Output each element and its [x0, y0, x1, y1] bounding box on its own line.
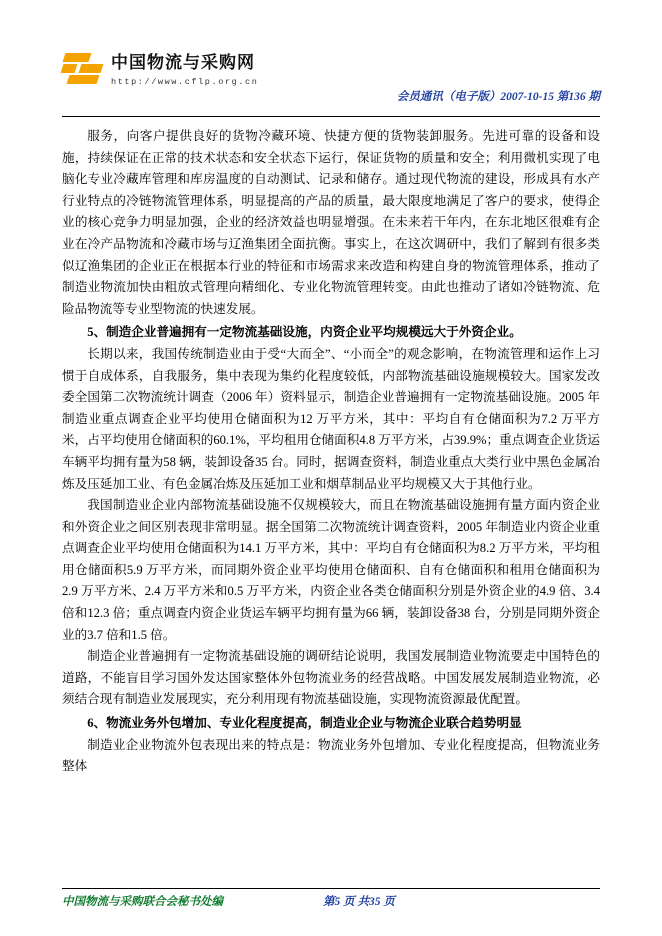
section-heading-6: 6、物流业务外包增加、专业化程度提高，制造业企业与物流企业联合趋势明显: [87, 716, 522, 731]
issue-line: 会员通讯（电子版）2007-10-15 第136 期: [396, 91, 600, 103]
page-number: 第5 页 共35 页: [323, 896, 395, 908]
logo-title: 中国物流与采购网: [111, 53, 255, 72]
footer-publisher: 中国物流与采购联合会秘书处编: [62, 896, 223, 908]
logo-text: [111, 52, 258, 87]
page-header: [62, 52, 600, 114]
section-heading-5: 5、制造企业普遍拥有一定物流基础设施，内资企业平均规模远大于外资企业。: [87, 325, 522, 340]
paragraph: 服务，向客户提供良好的货物冷藏环境、快捷方便的货物装卸服务。先进可靠的设备和设施，持续保证在正常的技术状态和安全状态下运行，保证货物的质量和安全；利用微机实现了电脑化专业冷藏库管理和库房温度的自动测试、记录和储存。通过现代物流的建设，形成具有水产行业特点的冷链物流管理体系，明显提高的产品的质量，最大限度地满足了客户的要求，使得企业的核心竞争力明显加强，企业的经济效益也明显增强。在未来若干年内，在东北地区很难有企业在冷产品物流和冷藏市场与辽渔集团全面抗衡。事实上，在这次调研中，我们了解到有很多类似辽渔集团的企业正在根据本行业的特征和市场需求来改造和构建自身的物流管理体系，推动了制造业物流加快由粗放式管理向精细化、专业化物流管理转变。由此也推动了诸如冷链物流、危险品物流等专业型物流的快速发展。: [62, 129, 600, 316]
footer-divider: [62, 888, 600, 889]
paragraph: 我国制造业企业内部物流基础设施不仅规模较大，而且在物流基础设施拥有量方面内资企业和外资企业之间区别表现非常明显。据全国第二次物流统计调查资料，2005 年制造业内资企业重点调查企业平均使用仓储面积为14.1 万平方米，其中：平均自有仓储面积为8.2 万平方米，平均租用仓储面积5.9 万平方米，而同期外资企业平均使用仓储面积、自有仓储面积和租用仓储面积为2.9 万平方米、2.4 万平方米和0.5 万平方米，内资企业各类仓储面积分别是外资企业的4.9 倍、3.4 倍和12.3 倍；重点调查内资企业货运车辆平均拥有量为66 辆，装卸设备38 台，分别是同期外资企业的3.7 倍和1.5 倍。: [62, 498, 600, 642]
logo-mark-icon: [62, 52, 104, 92]
paragraph: 制造业企业物流外包表现出来的特点是：物流业务外包增加、专业化程度提高，但物流业务整体: [62, 737, 600, 774]
page-footer: [62, 888, 600, 910]
logo-url: http://www.cflp.org.cn: [111, 77, 259, 87]
paragraph: 制造企业普遍拥有一定物流基础设施的调研结论说明，我国发展制造业物流要走中国特色的道路，不能盲目学习国外发达国家整体外包物流业务的经营战略。中国发展发展制造业物流，必须结合现有制造业发展现实，充分利用现有物流基础设施，实现物流资源最优配置。: [62, 649, 600, 707]
document-body: [62, 126, 600, 778]
header-divider: [62, 116, 600, 117]
paragraph: 长期以来，我国传统制造业由于受“大而全”、“小而全”的观念影响，在物流管理和运作上习惯于自成体系，自我服务，集中表现为集约化程度较低，内部物流基础设施规模较大。国家发改委全国第二次物流统计调查（2006 年）资料显示，制造企业普遍拥有一定物流基础设施。2005 年制造业重点调查企业平均使用仓储面积为12 万平方米，其中：平均自有仓储面积为7.2 万平方米，占平均使用仓储面积的60.1%，平均租用仓储面积4.8 万平方米，占39.9%；重点调查企业货运车辆平均拥有量为58 辆，装卸设备35 台。同时，据调查资料，制造业重点大类行业中黑色金属冶炼及压延加工业、有色金属冶炼及压延加工业和烟草制品业平均规模又大于其他行业。: [62, 346, 600, 491]
site-logo: [62, 52, 258, 92]
